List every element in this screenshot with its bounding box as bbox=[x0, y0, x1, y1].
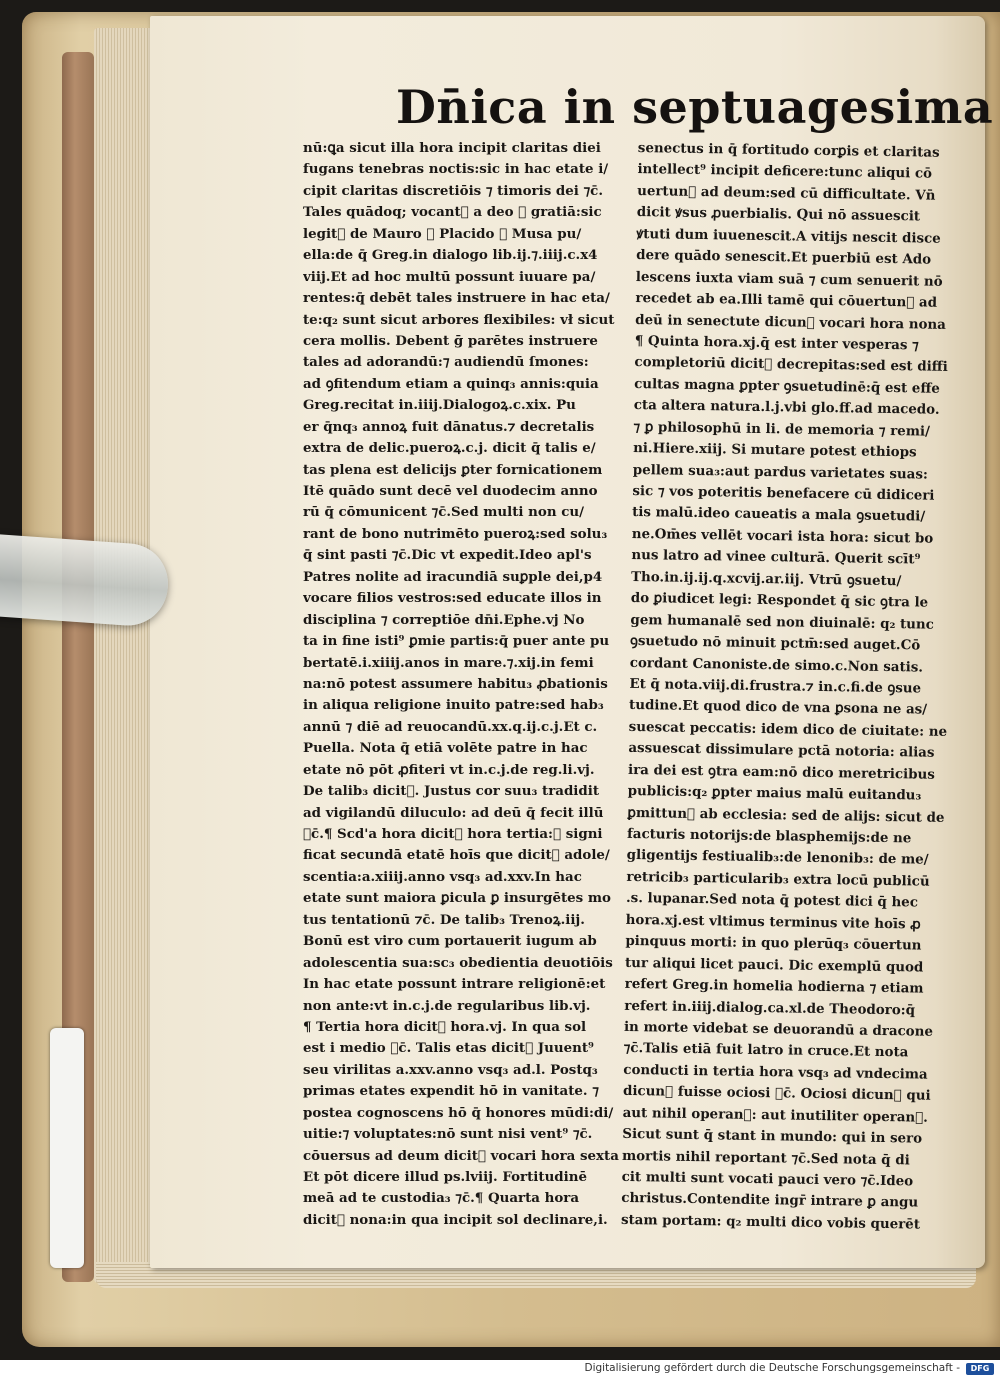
right-column-line: assuescat dissimulare pctā notoria: alias bbox=[628, 740, 935, 761]
right-column-line: gligentijs festiualib₃:de lenonib₃: de me/ bbox=[626, 847, 929, 869]
right-column-line: Tho.in.ij.ij.q.xcvij.ar.iij. Vtrū ꝯsuetu/ bbox=[630, 568, 902, 589]
left-column-line: tales ad adorandū:⁊ audiendū ſmones: bbox=[303, 354, 589, 371]
left-column-line: Tales quādoq; vocantᷣ a deo ꝑ gratiā:sic bbox=[303, 204, 602, 221]
left-column-line: Et pōt dicere illud ps.lviij. Fortitudinē bbox=[303, 1169, 588, 1185]
left-column-line: legitᷣ de Mauro ⁊ Placido ⁊ Musa pu/ bbox=[303, 225, 582, 242]
left-column-line: tus tentationū ⁊c̄. De talib₃ Trenoꝝ.iij. bbox=[303, 911, 585, 928]
right-column-line: refert in.iiij.dialog.ca.xl.de Theodoro:q̄ bbox=[624, 997, 916, 1018]
left-column-line: te:q₂ sunt sicut arbores flexibiles: vł sicut bbox=[303, 311, 615, 328]
page-heading: Dn̄ica in septuagesima bbox=[396, 80, 994, 134]
right-column-line: pinquus morti: in quo plerūq₃ cōuertun bbox=[625, 933, 922, 954]
right-column-line: dere quādo senescit.Et puerbiū est Ado bbox=[636, 247, 932, 268]
right-column-line: stam portam: q₂ multi dico vobis querēt bbox=[620, 1211, 921, 1233]
right-column-line: ꝑmittunᷣ ab ecclesia: sed de alijs: sicut de bbox=[627, 804, 945, 826]
right-column-line: mortis nihil reportant ⁊c̄.Sed nota q̄ di bbox=[621, 1147, 910, 1168]
left-column-line: nū:ꝗa sicut illa hora incipit claritas diei bbox=[303, 140, 601, 156]
right-column-line: ⁊ ꝑ philosophū in li. de memoria ⁊ remi/ bbox=[633, 418, 931, 440]
right-column-line: retricib₃ particularib₃ extra locū publicū bbox=[626, 868, 930, 890]
right-column-line: suescat peccatis: idem dico de ciuitate: ne bbox=[628, 718, 947, 740]
left-column-line: in aliqua religione inuito patre:sed hab₃ bbox=[303, 697, 604, 714]
right-column-line: ¶ Quinta hora.xj.q̄ est inter vesperas ⁊ bbox=[634, 332, 919, 354]
right-column-line: Et q̄ nota.viij.di.frustra.⁊ in.c.fi.de ꝯsue bbox=[629, 675, 922, 697]
left-column-line: rū q̄ cōmunicent ⁊c̄.Sed multi non cu/ bbox=[303, 504, 585, 521]
funding-credit: Digitalisierung gefördert durch die Deutsche Forschungsgemeinschaft - bbox=[584, 1362, 960, 1374]
left-column-line: Patres nolite ad iracundiā suꝑple dei,p4 bbox=[303, 568, 603, 585]
text-column-right bbox=[621, 138, 956, 1236]
glass-page-holder bbox=[0, 534, 171, 628]
right-column-line: tis malū.ideo caueatis a mala ꝯsuetudi/ bbox=[631, 504, 926, 525]
left-column-line: uitie:⁊ voluptates:nō sunt nisi vent⁹ ⁊c̄. bbox=[303, 1126, 593, 1143]
right-column-line: .s. lupanar.Sed nota q̄ potest dici q̄ hec bbox=[625, 890, 919, 911]
left-column-line: er q̄nq₃ annoꝝ fuit dānatus.⁊ decretalis bbox=[303, 418, 595, 435]
text-column-left bbox=[303, 138, 633, 1231]
left-column-line: Puella. Nota q̄ etiā volēte patre in hac bbox=[303, 740, 588, 757]
right-column-line: deū in senectute dicunᷣ vocari hora nona bbox=[635, 311, 947, 333]
right-column-line: uertunᷣ ad deum:sed cū difficultate. Vn̄ bbox=[637, 182, 936, 204]
right-column-line: ni.Hiere.xiij. Si mutare potest ethiops bbox=[633, 440, 917, 461]
right-column-line: in morte videbat se deuorandū a dracone bbox=[623, 1018, 934, 1040]
right-column-line: aut nihil operanᷣ: aut inutiliter operanᷣ. bbox=[622, 1104, 929, 1126]
left-column-line: bertatē.i.xiiij.anos in mare.⁊.xij.in femi bbox=[303, 654, 594, 671]
left-column-line: ella:de q̄ Greg.in dialogo lib.ij.⁊.iiij.c.x4 bbox=[303, 247, 598, 264]
left-column-line: De talib₃ dicitᷣ. Justus cor suu₃ tradidit bbox=[303, 783, 600, 800]
left-column-line: cōuersus ad deum dicitᷣ vocari hora sexta bbox=[303, 1147, 619, 1164]
footer-bar bbox=[0, 1360, 1000, 1379]
right-column-line: dicunᷣ fuisse ociosi ⁊c̄. Ociosi dicunᷣ qui bbox=[622, 1083, 931, 1104]
left-column-line: ficat secundā etatē hoīs que dicitᷣ adole/ bbox=[303, 847, 610, 864]
left-column-line: Bonū est viro cum portauerit iugum ab bbox=[303, 933, 597, 950]
left-column-line: vocare filios vestros:sed educate illos in bbox=[303, 590, 602, 607]
left-column-line: q̄ sint pasti ⁊c̄.Dic vt expedit.Ideo apl's bbox=[303, 547, 592, 564]
page-edge-stack bbox=[94, 28, 154, 1283]
left-column-line: annū ⁊ diē ad reuocandū.xx.q.ij.c.j.Et c. bbox=[303, 718, 598, 735]
left-column-line: Greg.recitat in.iiij.Dialogoꝝ.c.xix. Pu bbox=[303, 397, 576, 414]
left-column-line: primas etates expendit hō in vanitate. ⁊ bbox=[303, 1083, 599, 1100]
right-column-line: do ꝑiudicet legi: Respondet q̄ sic ꝯtra le bbox=[630, 590, 929, 611]
right-column-line: cit multi sunt vocati pauci vero ⁊c̄.Ideo bbox=[621, 1168, 914, 1190]
left-column-line: meā ad te custodia₃ ⁊c̄.¶ Quarta hora bbox=[303, 1190, 579, 1207]
left-column-line: disciplina ⁊ correptiōe dn̄i.Ephe.vj No bbox=[303, 611, 585, 628]
left-column-line: Itē quādo sunt decē vel duodecim anno bbox=[303, 483, 598, 499]
right-column-line: ne.Om̄es vellēt vocari ista hora: sicut bo bbox=[631, 525, 934, 547]
left-column-line: fugans tenebras noctis:sic in hac etate i/ bbox=[303, 161, 609, 178]
left-column-line: tas plena est delicijs ꝑter fornicationem bbox=[303, 461, 603, 478]
left-column-line: dicitᷣ nona:in qua incipit sol declinare,i. bbox=[303, 1211, 608, 1228]
left-column-line: na:nō potest assumere habitu₃ ꝓbationis bbox=[303, 675, 608, 692]
right-column-line: gem humanalē sed non diuinalē: q₂ tunc bbox=[630, 611, 934, 633]
right-column-line: Sicut sunt q̄ stant in mundo: qui in sero bbox=[622, 1126, 923, 1147]
left-column-line: viij.Et ad hoc multū possunt iuuare pa/ bbox=[303, 268, 596, 285]
left-column-line: ¶ Tertia hora dicitᷣ hora.vj. In qua sol bbox=[303, 1018, 587, 1035]
left-column-line: ad ꝯfitendum etiam a quinq₃ annis:quia bbox=[303, 375, 599, 392]
left-column-line: ta in fine isti⁹ ꝑmie partis:q̄ puer ante pu bbox=[303, 633, 610, 650]
right-column-line: tur aliqui licet pauci. Dic exemplū quod bbox=[624, 954, 924, 976]
right-column-line: pellem sua₃:aut pardus varietates suas: bbox=[632, 461, 929, 483]
right-column-line: ꝯsuetudo nō minuit pctm̄:sed auget.Cō bbox=[629, 633, 921, 654]
left-column-line: seu virilitas a.xxv.anno vsq₃ ad.l. Postq₃ bbox=[303, 1061, 598, 1078]
right-column-line: ira dei est ꝯtra eam:nō dico meretricibus bbox=[627, 761, 935, 783]
scan-reference-card bbox=[50, 1028, 84, 1268]
left-column-line: In hac etate possunt intrare religionē:et bbox=[303, 976, 606, 993]
right-column-line: conducti in tertia hora vsq₃ ad vndecima bbox=[623, 1061, 928, 1083]
left-column-line: ad vigilandū diluculo: ad deū q̄ fecit illū bbox=[303, 804, 604, 821]
left-column-line: postea cognoscens hō q̄ honores mūdi:di/ bbox=[303, 1104, 614, 1121]
left-column-line: etate nō pōt ꝓfiteri vt in.c.j.de reg.li.vj. bbox=[303, 761, 595, 778]
left-column-line: cipit claritas discretiōis ⁊ timoris dei ⁊c̄. bbox=[303, 182, 604, 199]
left-column-line: cera mollis. Debent ḡ parētes instruere bbox=[303, 332, 598, 349]
left-column-line: rentes:q̄ debēt tales instruere in hac eta/ bbox=[303, 290, 610, 307]
right-column-line: hora.xj.est vltimus terminus vite hoīs ꝓ bbox=[625, 911, 921, 933]
left-column-line: etate sunt maiora ꝑicula ꝑ insurgētes mo bbox=[303, 890, 611, 907]
right-column-line: refert Greg.in homelia hodierna ⁊ etiam bbox=[624, 975, 924, 997]
right-column-line: senectus in q̄ fortitudo corꝑis et claritas bbox=[637, 139, 940, 161]
right-column-line: cultas magna ꝑpter ꝯsuetudinē:q̄ est effe bbox=[634, 375, 941, 397]
left-column-line: extra de delic.pueroꝝ.c.j. dicit q̄ talis e/ bbox=[303, 440, 596, 457]
right-column-line: dicit ꝟsus ꝓuerbialis. Qui nō assuescit bbox=[636, 204, 921, 225]
left-column-line: non ante:vt in.c.j.de regularibus lib.vj. bbox=[303, 997, 591, 1014]
right-column-line: nus latro ad vinee culturā. Querit scīt⁹ bbox=[631, 547, 921, 568]
right-column-line: intellect⁹ incipit deficere:tunc aliqui cō bbox=[637, 161, 933, 183]
left-column-line: est i medio ⁊c̄. Talis etas dicitᷣ Juuent⁹ bbox=[303, 1040, 594, 1057]
right-column-line: tudine.Et quod dico de vna ꝑsona ne as/ bbox=[628, 697, 928, 718]
right-column-line: facturis notorijs:de blasphemijs:de ne bbox=[626, 825, 912, 847]
right-column-line: ꝟtuti dum iuuenescit.A vitijs nescit disce bbox=[636, 225, 941, 247]
right-column-line: lescens iuxta viam suā ⁊ cum senuerit nō bbox=[635, 268, 943, 290]
right-column-line: cta altera natura.l.j.vbi glo.ff.ad macedo. bbox=[633, 397, 940, 419]
dfg-logo: DFG bbox=[966, 1363, 994, 1375]
right-column-line: completoriū dicitᷣ decrepitas:sed est diffi bbox=[634, 354, 948, 376]
left-column-line: ⁊c̄.¶ Scd'a hora dicitᷣ hora tertia:⁊ signi bbox=[303, 826, 603, 842]
right-column-line: ⁊c̄.Talis etiā fuit latro in cruce.Et nota bbox=[623, 1040, 909, 1061]
left-column-line: scentia:a.xiiij.anno vsq₃ ad.xxv.In hac bbox=[303, 868, 582, 885]
left-column-line: rant de bono nutrimēto pueroꝝ:sed solu₃ bbox=[303, 525, 608, 542]
right-column-line: sic ⁊ vos poteritis benefacere cū didiceri bbox=[632, 482, 935, 504]
right-column-line: christus.Contendite ingr̄ intrare ꝑ angu bbox=[621, 1190, 919, 1211]
right-column-line: recedet ab ea.Illi tamē qui cōuertunᷣ ad bbox=[635, 290, 938, 311]
left-column-line: adolescentia sua:sc₃ obedientia deuotiōis bbox=[303, 954, 613, 971]
right-column-line: cordant Canoniste.de simo.c.Non satis. bbox=[629, 654, 924, 676]
right-column-line: publicis:q₂ ꝑpter maius malū euitandu₃ bbox=[627, 783, 922, 804]
